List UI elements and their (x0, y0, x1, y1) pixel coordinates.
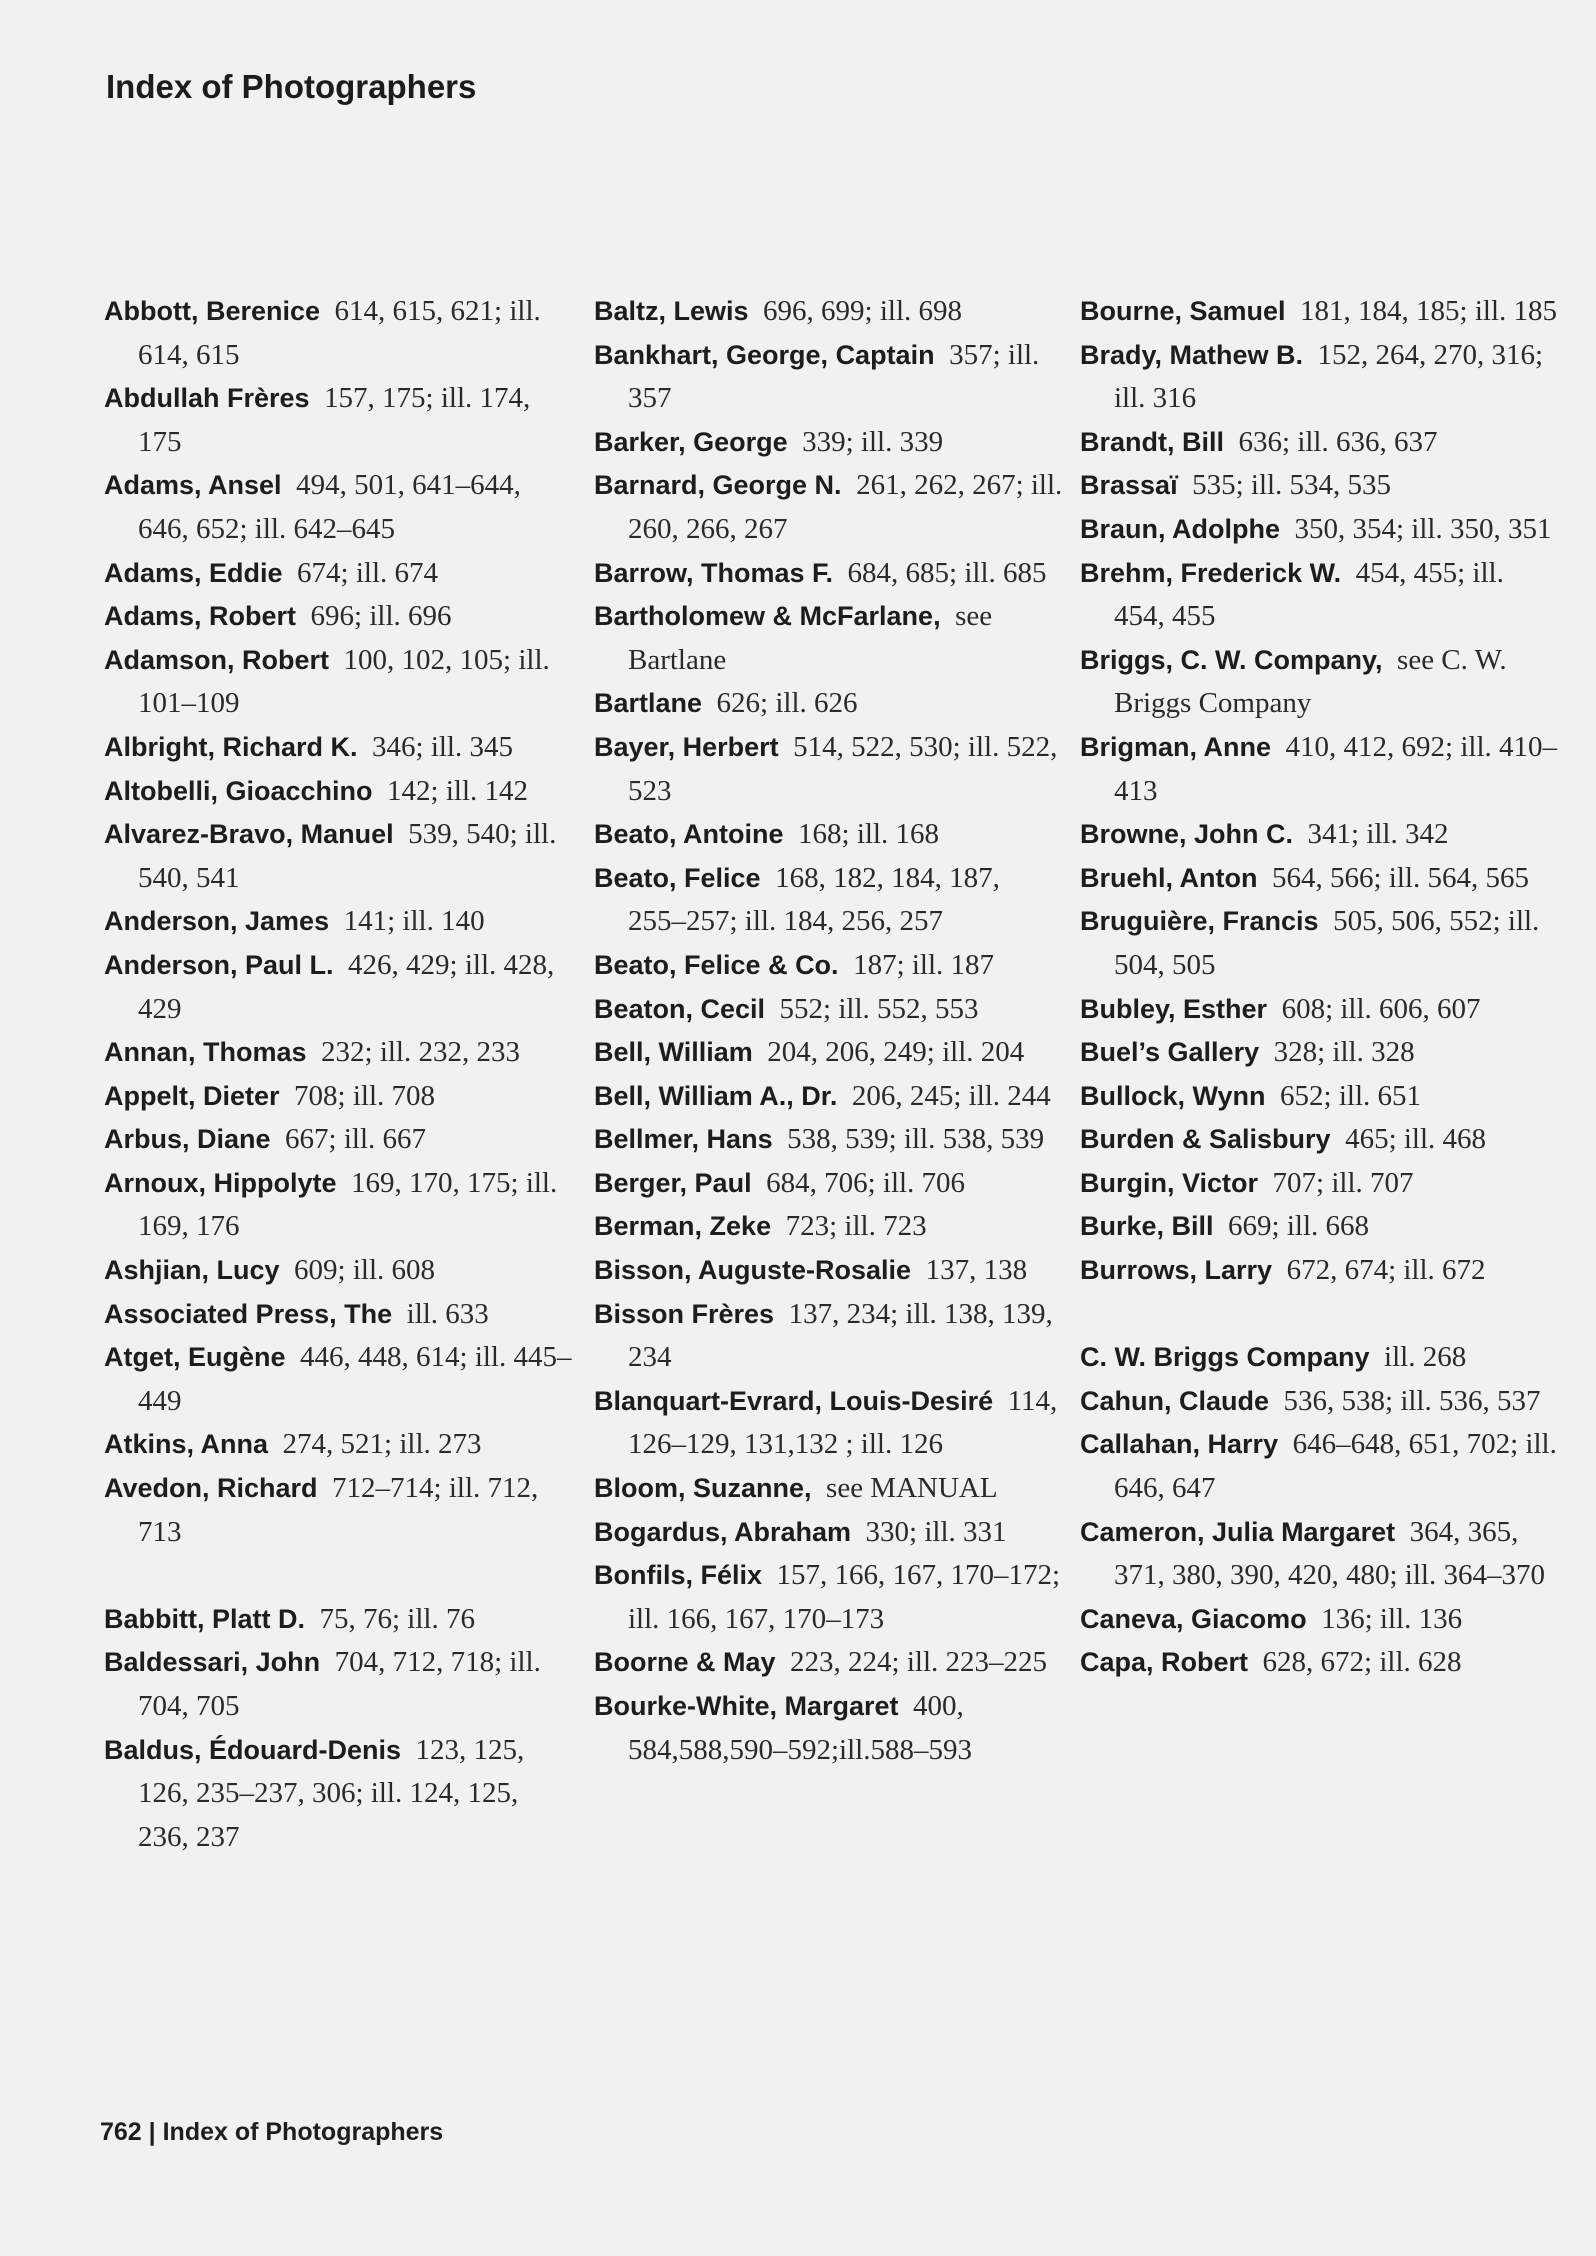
entry-name: Bisson Frères (594, 1298, 775, 1329)
index-entry (104, 726, 574, 770)
entry-page-refs: 465; ill. 468 (1345, 1123, 1487, 1156)
index-entry (104, 377, 574, 464)
index-entry (1080, 1641, 1560, 1685)
entry-page-refs: 330; ill. 331 (865, 1515, 1007, 1548)
index-entry (594, 1380, 1064, 1467)
index-entry (104, 1162, 574, 1249)
entry-page-refs: 206, 245; ill. 244 (851, 1079, 1051, 1112)
entry-page-refs: 454, 455; ill. 454, 455 (1114, 556, 1504, 633)
entry-name: C. W. Briggs Company (1080, 1342, 1370, 1373)
entry-name: Buel’s Gallery (1080, 1037, 1260, 1068)
entry-page-refs: 187; ill. 187 (853, 948, 995, 981)
entry-page-refs: ill. 268 (1384, 1341, 1467, 1374)
index-entry (594, 857, 1064, 944)
index-entry (594, 1031, 1064, 1075)
index-entry (594, 1249, 1064, 1293)
entry-name: Cahun, Claude (1080, 1385, 1270, 1416)
entry-page-refs: 536, 538; ill. 536, 537 (1283, 1384, 1541, 1417)
index-entry (104, 639, 574, 726)
index-entry (1080, 1336, 1560, 1380)
entry-page-refs: 505, 506, 552; ill. 504, 505 (1114, 905, 1540, 981)
index-entry (104, 1118, 574, 1162)
entry-name: Burrows, Larry (1080, 1255, 1273, 1286)
index-column-1 (104, 290, 574, 1859)
entry-page-refs: 614, 615, 621; ill. 614, 615 (138, 295, 541, 371)
entry-name: Appelt, Dieter (104, 1080, 280, 1111)
entry-page-refs: 137, 138 (925, 1254, 1028, 1287)
index-entry (594, 813, 1064, 857)
entry-name: Braun, Adolphe (1080, 513, 1280, 544)
entry-page-refs: 410, 412, 692; ill. 410–413 (1114, 730, 1558, 807)
entry-page-refs: 152, 264, 270, 316; ill. 316 (1114, 338, 1544, 415)
entry-page-refs: see C. W. Briggs Company (1114, 643, 1507, 720)
index-entry (1080, 639, 1560, 726)
entry-page-refs: 168; ill. 168 (798, 818, 939, 851)
index-entry (594, 552, 1064, 596)
entry-name: Beato, Antoine (594, 819, 784, 850)
entry-page-refs: 181, 184, 185; ill. 185 (1300, 295, 1558, 327)
entry-page-refs: 141; ill. 140 (343, 905, 485, 938)
index-entry (1080, 508, 1560, 552)
entry-name: Baldessari, John (104, 1647, 321, 1678)
entry-name: Adams, Ansel (104, 470, 282, 501)
letter-group-gap (104, 1554, 574, 1598)
entry-page-refs: 674; ill. 674 (297, 556, 439, 589)
entry-name: Abbott, Berenice (104, 296, 321, 326)
entry-name: Bloom, Suzanne, (594, 1473, 812, 1504)
index-entry (104, 1075, 574, 1119)
entry-page-refs: 346; ill. 345 (372, 730, 513, 763)
entry-page-refs: 552; ill. 552, 553 (779, 992, 979, 1025)
entry-page-refs: 446, 448, 614; ill. 445–449 (138, 1341, 572, 1417)
entry-page-refs: 708; ill. 708 (294, 1079, 436, 1112)
entry-name: Atkins, Anna (104, 1429, 269, 1460)
index-entry (104, 1641, 574, 1728)
entry-name: Beaton, Cecil (594, 993, 766, 1024)
entry-name: Albright, Richard K. (104, 731, 358, 762)
entry-name: Bankhart, George, Captain (594, 339, 935, 370)
index-entry (104, 944, 574, 1031)
entry-page-refs: 564, 566; ill. 564, 565 (1271, 861, 1529, 894)
index-entry (594, 1467, 1064, 1511)
entry-name: Bubley, Esther (1080, 993, 1268, 1024)
index-entry (1080, 552, 1560, 639)
entry-name: Adamson, Robert (104, 644, 330, 675)
entry-page-refs: 223, 224; ill. 223–225 (790, 1646, 1048, 1679)
index-entry (594, 1293, 1064, 1380)
entry-name: Atget, Eugène (104, 1342, 286, 1373)
entry-page-refs: 667; ill. 667 (285, 1123, 427, 1156)
index-entry (104, 1031, 574, 1075)
index-entry (1080, 1031, 1560, 1075)
page-title: Index of Photographers (106, 68, 477, 105)
entry-name: Cameron, Julia Margaret (1080, 1516, 1396, 1547)
index-entry (1080, 857, 1560, 901)
entry-name: Anderson, James (104, 906, 330, 937)
entry-name: Brady, Mathew B. (1080, 339, 1304, 370)
entry-page-refs: 350, 354; ill. 350, 351 (1294, 512, 1552, 545)
index-entry (104, 595, 574, 639)
entry-page-refs: 608; ill. 606, 607 (1281, 992, 1481, 1025)
index-entry (1080, 1598, 1560, 1642)
entry-page-refs: 357; ill. 357 (628, 338, 1040, 415)
entry-page-refs: 628, 672; ill. 628 (1262, 1646, 1462, 1679)
index-entry (1080, 1118, 1560, 1162)
entry-page-refs: 100, 102, 105; ill. 101–109 (138, 643, 550, 720)
index-entry (1080, 1423, 1560, 1510)
entry-page-refs: 364, 365, 371, 380, 390, 420, 480; ill. 364–370 (1114, 1515, 1545, 1592)
index-entry (104, 290, 574, 377)
entry-name: Brandt, Bill (1080, 426, 1225, 457)
entry-name: Arnoux, Hippolyte (104, 1167, 337, 1198)
index-entry (1080, 1249, 1560, 1293)
index-entry (594, 1075, 1064, 1119)
index-entry (594, 595, 1064, 682)
page-footer: 762 | Index of Photographers (100, 2118, 444, 2146)
entry-name: Bisson, Auguste-Rosalie (594, 1255, 912, 1286)
entry-page-refs: 75, 76; ill. 76 (319, 1602, 475, 1635)
entry-name: Baldus, Édouard-Denis (104, 1734, 402, 1765)
index-entry (594, 682, 1064, 726)
index-entry (594, 334, 1064, 421)
entry-page-refs: 626; ill. 626 (716, 687, 858, 720)
index-entry (594, 1118, 1064, 1162)
index-entry (104, 1467, 574, 1554)
entry-name: Bartlane (594, 688, 703, 719)
entry-name: Associated Press, The (104, 1298, 393, 1329)
entry-page-refs: 137, 234; ill. 138, 139, 234 (628, 1297, 1053, 1374)
entry-page-refs: 696; ill. 696 (310, 600, 452, 633)
entry-page-refs: 723; ill. 723 (785, 1210, 927, 1243)
entry-page-refs: 123, 125, 126, 235–237, 306; ill. 124, 125, 236, 237 (138, 1733, 525, 1853)
entry-page-refs: 669; ill. 668 (1228, 1210, 1370, 1243)
entry-page-refs: 157, 175; ill. 174, 175 (138, 382, 531, 458)
letter-group-gap (1080, 1293, 1560, 1337)
entry-page-refs: 494, 501, 641–644, 646, 652; ill. 642–645 (138, 469, 521, 545)
entry-name: Bourne, Samuel (1080, 296, 1286, 326)
entry-name: Altobelli, Gioacchino (104, 775, 373, 806)
entry-page-refs: ill. 633 (406, 1297, 489, 1330)
entry-name: Bartholomew & McFarlane, (594, 601, 941, 632)
entry-name: Barrow, Thomas F. (594, 557, 834, 588)
entry-name: Burke, Bill (1080, 1211, 1214, 1242)
entry-page-refs: 204, 206, 249; ill. 204 (767, 1036, 1025, 1069)
index-entry (1080, 1075, 1560, 1119)
index-entry (104, 813, 574, 900)
entry-name: Beato, Felice & Co. (594, 949, 839, 980)
entry-name: Bell, William A., Dr. (594, 1080, 838, 1111)
entry-page-refs: 684, 706; ill. 706 (766, 1166, 966, 1199)
entry-page-refs: 538, 539; ill. 538, 539 (787, 1123, 1045, 1156)
entry-page-refs: 704, 712, 718; ill. 704, 705 (138, 1646, 541, 1722)
entry-page-refs: 707; ill. 707 (1272, 1166, 1414, 1199)
entry-name: Baltz, Lewis (594, 296, 749, 326)
entry-name: Bellmer, Hans (594, 1124, 773, 1155)
entry-page-refs: 341; ill. 342 (1307, 818, 1449, 851)
entry-page-refs: 609; ill. 608 (294, 1254, 436, 1287)
entry-page-refs: 339; ill. 339 (802, 425, 944, 458)
index-entry (594, 726, 1064, 813)
entry-name: Bogardus, Abraham (594, 1516, 852, 1547)
entry-name: Avedon, Richard (104, 1473, 318, 1504)
entry-page-refs: see MANUAL (826, 1472, 998, 1505)
entry-name: Browne, John C. (1080, 819, 1294, 850)
entry-name: Caneva, Giacomo (1080, 1603, 1307, 1634)
entry-name: Bayer, Herbert (594, 731, 779, 762)
index-entry (594, 421, 1064, 465)
index-entry (104, 1423, 574, 1467)
index-column-3 (1080, 290, 1560, 1685)
index-entry (1080, 726, 1560, 813)
entry-page-refs: 514, 522, 530; ill. 522, 523 (628, 730, 1058, 807)
entry-page-refs: 261, 262, 267; ill. 260, 266, 267 (628, 469, 1063, 545)
entry-page-refs: 652; ill. 651 (1280, 1079, 1422, 1112)
entry-page-refs: 142; ill. 142 (387, 774, 529, 807)
index-entry (1080, 1205, 1560, 1249)
index-entry (1080, 1380, 1560, 1424)
entry-name: Anderson, Paul L. (104, 949, 334, 980)
index-entry (104, 1293, 574, 1337)
entry-name: Burgin, Victor (1080, 1167, 1259, 1198)
entry-name: Bullock, Wynn (1080, 1080, 1266, 1111)
index-entry (1080, 1511, 1560, 1598)
entry-page-refs: 114, 126–129, 131,132 ; ill. 126 (628, 1384, 1058, 1461)
index-entry (1080, 1162, 1560, 1206)
index-entry (594, 1685, 1064, 1772)
entry-page-refs: 136; ill. 136 (1321, 1602, 1463, 1635)
entry-name: Bell, William (594, 1037, 753, 1068)
entry-name: Blanquart-Evrard, Louis-Desiré (594, 1385, 994, 1416)
index-entry (1080, 988, 1560, 1032)
index-entry (594, 1641, 1064, 1685)
index-entry (594, 1162, 1064, 1206)
entry-page-refs: 696, 699; ill. 698 (763, 295, 963, 327)
entry-name: Burden & Salisbury (1080, 1124, 1331, 1155)
entry-name: Callahan, Harry (1080, 1429, 1279, 1460)
index-entry (104, 1729, 574, 1860)
index-entry (594, 988, 1064, 1032)
index-entry (594, 1511, 1064, 1555)
index-entry (1080, 900, 1560, 987)
index-entry (594, 944, 1064, 988)
entry-name: Bourke-White, Margaret (594, 1691, 899, 1721)
index-entry (104, 1249, 574, 1293)
index-entry (594, 290, 1064, 334)
entry-name: Berger, Paul (594, 1167, 752, 1198)
entry-page-refs: 274, 521; ill. 273 (282, 1428, 482, 1461)
entry-page-refs: 328; ill. 328 (1273, 1036, 1415, 1069)
entry-name: Beato, Felice (594, 862, 761, 893)
entry-name: Brehm, Frederick W. (1080, 557, 1342, 588)
entry-page-refs: 232; ill. 232, 233 (321, 1036, 520, 1069)
index-entry (104, 1598, 574, 1642)
entry-page-refs: 169, 170, 175; ill. 169, 176 (138, 1166, 558, 1243)
index-entry (104, 464, 574, 551)
entry-name: Briggs, C. W. Company, (1080, 644, 1383, 675)
entry-name: Bruehl, Anton (1080, 862, 1258, 893)
index-entry (1080, 464, 1560, 508)
entry-name: Adams, Eddie (104, 557, 283, 588)
entry-page-refs: 535; ill. 534, 535 (1192, 469, 1392, 502)
entry-page-refs: 168, 182, 184, 187, 255–257; ill. 184, 256, 257 (628, 861, 1000, 938)
entry-page-refs: 684, 685; ill. 685 (847, 556, 1047, 589)
index-entry (594, 1554, 1064, 1641)
index-entry (1080, 813, 1560, 857)
entry-page-refs: 646–648, 651, 702; ill. 646, 647 (1114, 1428, 1557, 1505)
entry-name: Ashjian, Lucy (104, 1255, 280, 1286)
entry-name: Bonfils, Félix (594, 1560, 763, 1591)
index-entry (104, 900, 574, 944)
entry-page-refs: see Bartlane (628, 600, 993, 676)
entry-page-refs: 712–714; ill. 712, 713 (138, 1472, 539, 1548)
entry-page-refs: 400, 584,588,590–592;ill.588–593 (628, 1690, 972, 1766)
index-entry (1080, 334, 1560, 421)
index-entry (104, 552, 574, 596)
entry-page-refs: 636; ill. 636, 637 (1238, 425, 1438, 458)
entry-name: Arbus, Diane (104, 1124, 271, 1155)
entry-name: Alvarez-Bravo, Manuel (104, 819, 394, 850)
entry-name: Annan, Thomas (104, 1037, 307, 1068)
entry-page-refs: 539, 540; ill. 540, 541 (138, 818, 557, 894)
index-entry (594, 464, 1064, 551)
entry-name: Abdullah Frères (104, 383, 310, 414)
index-entry (1080, 290, 1560, 334)
entry-name: Adams, Robert (104, 601, 297, 632)
entry-name: Barnard, George N. (594, 470, 842, 501)
entry-name: Brassaï (1080, 470, 1178, 501)
entry-name: Barker, George (594, 426, 788, 457)
entry-page-refs: 672, 674; ill. 672 (1286, 1254, 1486, 1287)
entry-name: Brigman, Anne (1080, 731, 1272, 762)
entry-name: Capa, Robert (1080, 1647, 1249, 1678)
index-entry (104, 1336, 574, 1423)
entry-name: Berman, Zeke (594, 1211, 772, 1242)
index-entry (1080, 421, 1560, 465)
entry-name: Boorne & May (594, 1647, 776, 1678)
index-column-2 (594, 290, 1064, 1772)
entry-name: Bruguière, Francis (1080, 906, 1319, 937)
entry-page-refs: 426, 429; ill. 428, 429 (138, 948, 555, 1025)
index-entry (594, 1205, 1064, 1249)
entry-page-refs: 157, 166, 167, 170–172; ill. 166, 167, 170–173 (628, 1559, 1061, 1635)
entry-name: Babbitt, Platt D. (104, 1603, 305, 1634)
index-entry (104, 770, 574, 814)
